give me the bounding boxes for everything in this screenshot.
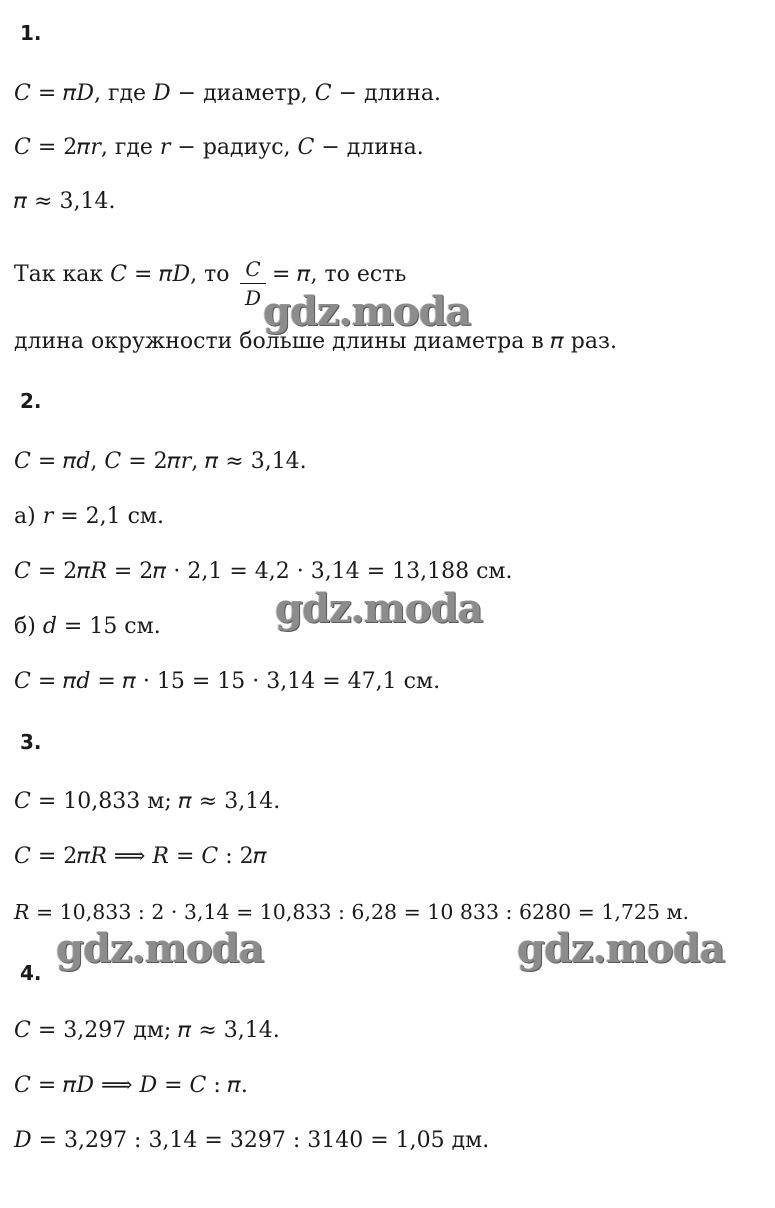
task-2-number: 2. xyxy=(20,389,42,413)
task-1-line-1: 𝐶 = 𝜋𝐷, где 𝐷 − диаметр, 𝐶 − длина. xyxy=(14,81,441,106)
fraction-bar xyxy=(240,283,266,284)
task-2-line-4: б) 𝑑 = 15 см. xyxy=(14,614,161,639)
task-2-line-5: 𝐶 = 𝜋𝑑 = 𝜋 · 15 = 15 · 3,14 = 47,1 см. xyxy=(14,669,441,694)
task-1-line-3: 𝜋 ≈ 3,14. xyxy=(14,189,116,214)
task-1-line-2: 𝐶 = 2𝜋𝑟, где 𝑟 − радиус, 𝐶 − длина. xyxy=(14,135,424,160)
task-1-conclusion-start: Так как 𝐶 = 𝜋𝐷, то xyxy=(14,262,230,287)
watermark: gdz.moda xyxy=(56,925,264,972)
task-2-line-2: а) 𝑟 = 2,1 см. xyxy=(14,504,165,529)
task-1-conclusion-end: = 𝜋, то есть xyxy=(272,262,407,287)
task-1-conclusion-last: длина окружности больше длины диаметра в 𝜋 раз. xyxy=(14,329,617,354)
task-1-number: 1. xyxy=(20,21,42,45)
task-4-line-3: 𝐷 = 3,297 : 3,14 = 3297 : 3140 = 1,05 дм. xyxy=(14,1128,490,1153)
task-4-line-2: 𝐶 = 𝜋𝐷 ⟹ 𝐷 = 𝐶 : 𝜋. xyxy=(14,1073,248,1098)
task-4-number: 4. xyxy=(20,961,42,985)
task-4-line-1: 𝐶 = 3,297 дм; 𝜋 ≈ 3,14. xyxy=(14,1018,280,1043)
task-2-line-1: 𝐶 = 𝜋𝑑, 𝐶 = 2𝜋𝑟, 𝜋 ≈ 3,14. xyxy=(14,449,307,474)
task-3-line-3: 𝑅 = 10,833 : 2 · 3,14 = 10,833 : 6,28 = 10 833 : 6280 = 1,725 м. xyxy=(14,900,689,924)
task-2-line-3: 𝐶 = 2𝜋𝑅 = 2𝜋 · 2,1 = 4,2 · 3,14 = 13,188 см. xyxy=(14,559,513,584)
task-3-number: 3. xyxy=(20,730,42,754)
task-3-line-1: 𝐶 = 10,833 м; 𝜋 ≈ 3,14. xyxy=(14,789,281,814)
watermark: gdz.moda xyxy=(275,585,483,632)
watermark: gdz.moda xyxy=(263,288,471,335)
fraction-denominator: 𝐷 xyxy=(244,286,262,310)
fraction-numerator: 𝐶 xyxy=(245,257,261,281)
task-3-line-2: 𝐶 = 2𝜋𝑅 ⟹ 𝑅 = 𝐶 : 2𝜋 xyxy=(14,844,267,869)
watermark: gdz.moda xyxy=(517,925,725,972)
